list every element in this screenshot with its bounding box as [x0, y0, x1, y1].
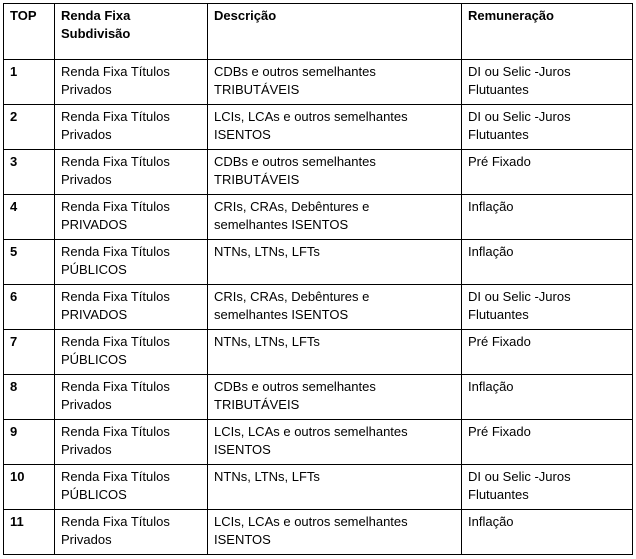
cell-descricao	[208, 240, 462, 285]
descricao-line1: LCIs, LCAs e outros semelhantes	[214, 514, 408, 529]
descricao-line1: CDBs e outros semelhantes	[214, 154, 376, 169]
cell-descricao	[208, 420, 462, 465]
descricao-line1: NTNs, LTNs, LFTs	[214, 244, 320, 259]
cell-top	[4, 105, 55, 150]
cell-subdivisao	[55, 150, 208, 195]
table-row	[4, 285, 633, 330]
table-row	[4, 195, 633, 240]
subdivisao-line2: PÚBLICOS	[61, 352, 127, 367]
remuneracao-line1: Inflação	[468, 379, 514, 394]
cell-subdivisao	[55, 105, 208, 150]
header-top-label: TOP	[10, 8, 37, 23]
top-rank: 10	[10, 469, 25, 484]
cell-top	[4, 240, 55, 285]
descricao-line2: TRIBUTÁVEIS	[214, 172, 300, 187]
subdivisao-line1: Renda Fixa Títulos	[61, 514, 170, 529]
cell-subdivisao	[55, 60, 208, 105]
cell-remuneracao	[462, 510, 633, 555]
subdivisao-line2: PRIVADOS	[61, 217, 128, 232]
descricao-line1: CDBs e outros semelhantes	[214, 64, 376, 79]
header-subdivisao-line2: Subdivisão	[61, 26, 131, 41]
remuneracao-line2: Flutuantes	[468, 487, 529, 502]
subdivisao-line2: Privados	[61, 82, 112, 97]
table-header	[4, 4, 633, 60]
table-row	[4, 105, 633, 150]
remuneracao-line1: Pré Fixado	[468, 334, 531, 349]
subdivisao-line2: PRIVADOS	[61, 307, 128, 322]
subdivisao-line2: Privados	[61, 532, 112, 547]
cell-descricao	[208, 60, 462, 105]
subdivisao-line2: Privados	[61, 127, 112, 142]
subdivisao-line1: Renda Fixa Títulos	[61, 64, 170, 79]
top-rank: 5	[10, 244, 18, 259]
remuneracao-line2: Flutuantes	[468, 82, 529, 97]
descricao-line2: semelhantes ISENTOS	[214, 217, 349, 232]
table-row	[4, 60, 633, 105]
cell-descricao	[208, 375, 462, 420]
table-body	[4, 60, 633, 555]
descricao-line2: TRIBUTÁVEIS	[214, 397, 300, 412]
descricao-line2: ISENTOS	[214, 127, 271, 142]
cell-top	[4, 465, 55, 510]
subdivisao-line1: Renda Fixa Títulos	[61, 109, 170, 124]
subdivisao-line1: Renda Fixa Títulos	[61, 199, 170, 214]
header-descricao	[208, 4, 462, 60]
remuneracao-line1: DI ou Selic -Juros	[468, 109, 571, 124]
cell-remuneracao	[462, 285, 633, 330]
cell-descricao	[208, 150, 462, 195]
table-row	[4, 150, 633, 195]
subdivisao-line1: Renda Fixa Títulos	[61, 244, 170, 259]
subdivisao-line1: Renda Fixa Títulos	[61, 424, 170, 439]
subdivisao-line1: Renda Fixa Títulos	[61, 289, 170, 304]
cell-remuneracao	[462, 105, 633, 150]
cell-remuneracao	[462, 330, 633, 375]
cell-remuneracao	[462, 60, 633, 105]
cell-descricao	[208, 195, 462, 240]
subdivisao-line2: PÚBLICOS	[61, 487, 127, 502]
descricao-line2: semelhantes ISENTOS	[214, 307, 349, 322]
descricao-line1: CRIs, CRAs, Debêntures e	[214, 199, 370, 214]
cell-subdivisao	[55, 240, 208, 285]
cell-top	[4, 510, 55, 555]
table-row	[4, 240, 633, 285]
cell-top	[4, 150, 55, 195]
header-subdivisao-line1: Renda Fixa	[61, 8, 131, 23]
cell-top	[4, 60, 55, 105]
cell-descricao	[208, 330, 462, 375]
header-subdivisao	[55, 4, 208, 60]
cell-descricao	[208, 285, 462, 330]
descricao-line1: CRIs, CRAs, Debêntures e	[214, 289, 370, 304]
descricao-line1: LCIs, LCAs e outros semelhantes	[214, 424, 408, 439]
table-row	[4, 465, 633, 510]
subdivisao-line1: Renda Fixa Títulos	[61, 154, 170, 169]
cell-remuneracao	[462, 150, 633, 195]
cell-subdivisao	[55, 330, 208, 375]
cell-remuneracao	[462, 420, 633, 465]
remuneracao-line1: DI ou Selic -Juros	[468, 64, 571, 79]
top-rank: 7	[10, 334, 18, 349]
investment-table	[3, 3, 633, 555]
descricao-line1: NTNs, LTNs, LFTs	[214, 334, 320, 349]
subdivisao-line2: Privados	[61, 172, 112, 187]
descricao-line2: ISENTOS	[214, 442, 271, 457]
cell-top	[4, 420, 55, 465]
header-descricao-label: Descrição	[214, 8, 277, 23]
remuneracao-line1: Pré Fixado	[468, 154, 531, 169]
descricao-line2: ISENTOS	[214, 532, 271, 547]
top-rank: 2	[10, 109, 18, 124]
cell-top	[4, 330, 55, 375]
cell-remuneracao	[462, 465, 633, 510]
cell-descricao	[208, 510, 462, 555]
remuneracao-line2: Flutuantes	[468, 307, 529, 322]
subdivisao-line2: Privados	[61, 397, 112, 412]
header-remuneracao-label: Remuneração	[468, 8, 554, 23]
cell-remuneracao	[462, 240, 633, 285]
cell-subdivisao	[55, 375, 208, 420]
remuneracao-line1: Inflação	[468, 199, 514, 214]
table-row	[4, 510, 633, 555]
cell-descricao	[208, 105, 462, 150]
table-row	[4, 375, 633, 420]
descricao-line1: NTNs, LTNs, LFTs	[214, 469, 320, 484]
top-rank: 9	[10, 424, 18, 439]
subdivisao-line1: Renda Fixa Títulos	[61, 379, 170, 394]
header-remuneracao	[462, 4, 633, 60]
top-rank: 6	[10, 289, 18, 304]
top-rank: 8	[10, 379, 18, 394]
top-rank: 1	[10, 64, 18, 79]
remuneracao-line1: DI ou Selic -Juros	[468, 289, 571, 304]
top-rank: 11	[10, 514, 24, 529]
cell-top	[4, 375, 55, 420]
descricao-line2: TRIBUTÁVEIS	[214, 82, 300, 97]
table-row	[4, 330, 633, 375]
cell-subdivisao	[55, 465, 208, 510]
cell-remuneracao	[462, 375, 633, 420]
cell-subdivisao	[55, 420, 208, 465]
table-row	[4, 420, 633, 465]
subdivisao-line2: Privados	[61, 442, 112, 457]
subdivisao-line1: Renda Fixa Títulos	[61, 334, 170, 349]
cell-subdivisao	[55, 195, 208, 240]
cell-subdivisao	[55, 510, 208, 555]
descricao-line1: LCIs, LCAs e outros semelhantes	[214, 109, 408, 124]
cell-descricao	[208, 465, 462, 510]
top-rank: 3	[10, 154, 18, 169]
cell-remuneracao	[462, 195, 633, 240]
top-rank: 4	[10, 199, 18, 214]
descricao-line1: CDBs e outros semelhantes	[214, 379, 376, 394]
cell-subdivisao	[55, 285, 208, 330]
header-row	[4, 4, 633, 60]
remuneracao-line2: Flutuantes	[468, 127, 529, 142]
remuneracao-line1: DI ou Selic -Juros	[468, 469, 571, 484]
remuneracao-line1: Inflação	[468, 514, 514, 529]
remuneracao-line1: Pré Fixado	[468, 424, 531, 439]
subdivisao-line1: Renda Fixa Títulos	[61, 469, 170, 484]
remuneracao-line1: Inflação	[468, 244, 514, 259]
cell-top	[4, 195, 55, 240]
header-top	[4, 4, 55, 60]
cell-top	[4, 285, 55, 330]
subdivisao-line2: PÚBLICOS	[61, 262, 127, 277]
